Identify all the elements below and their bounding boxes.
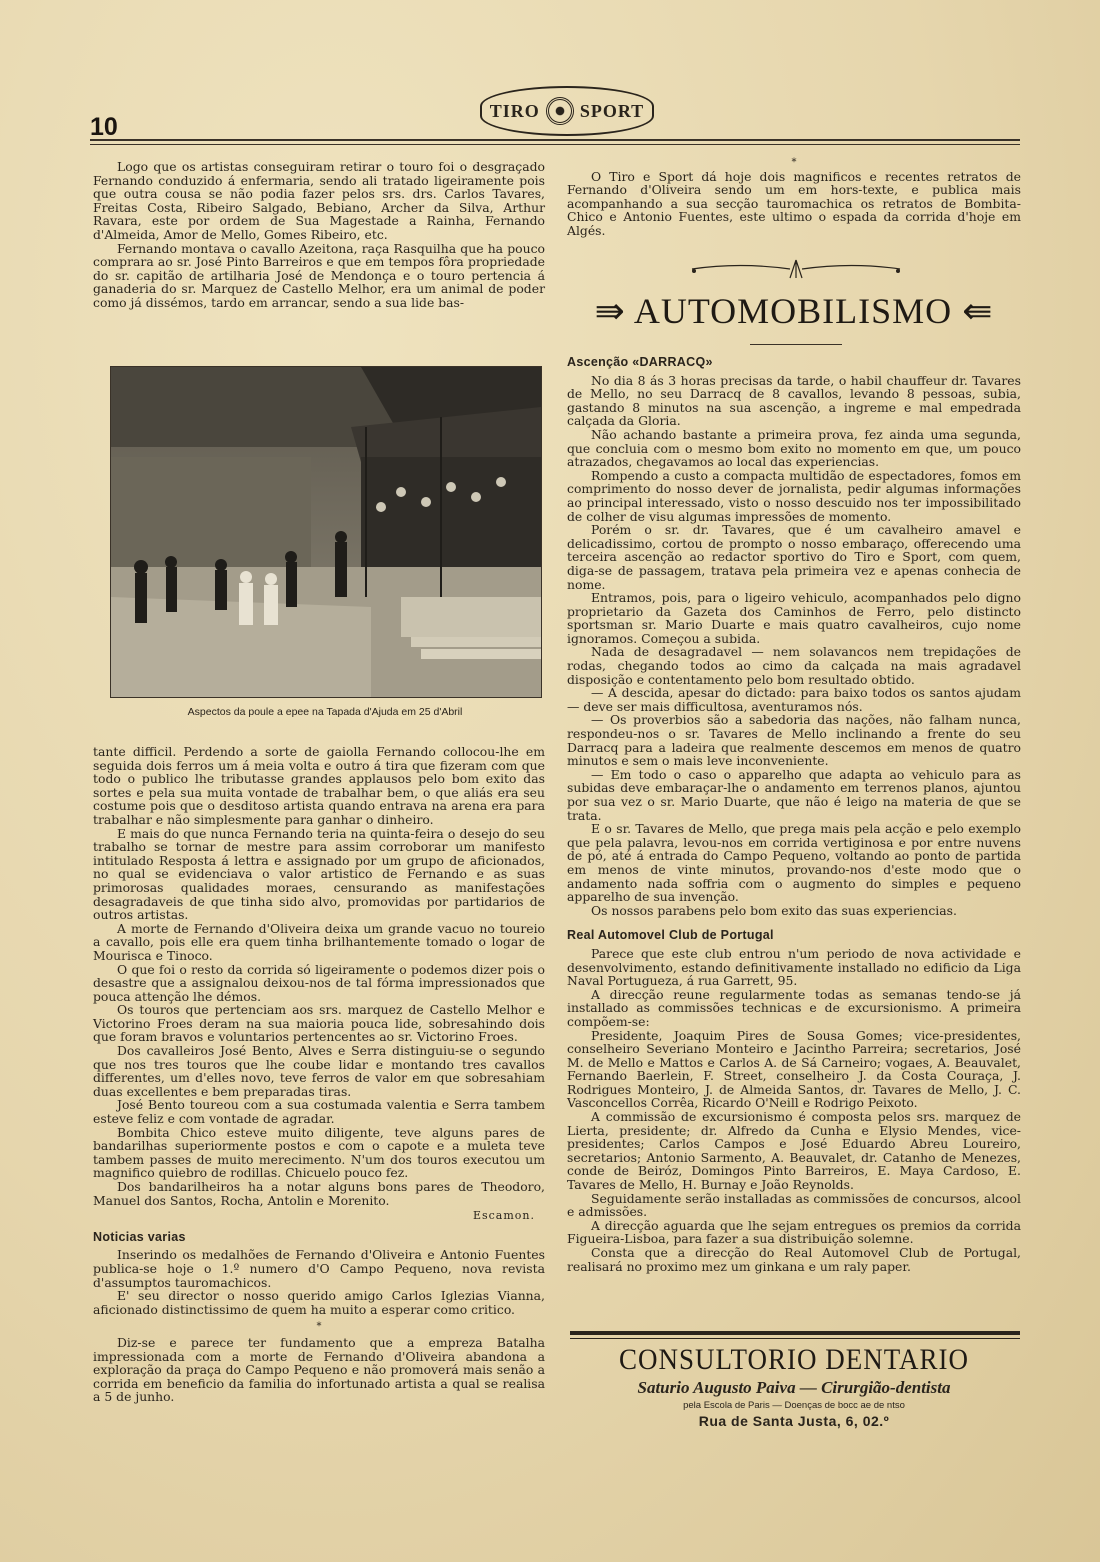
paragraph: Os touros que pertenciam aos srs. marquez de Castello Melhor e Victorino Froes deram na sua maioria pouca lide, sobresahindo dois que foram bravos e voluntarios pertencentes ao sr. Victorino Froes.	[93, 1002, 545, 1045]
section-heading-noticias: Noticias varias	[93, 1229, 186, 1244]
title-underline	[750, 344, 842, 345]
paragraph: Nada de desagradavel — nem solavancos nem trepidações de rodas, chegando todos ao cimo da calçada na mais agradavel disposição e contentamento pelo bom resultado obtido.	[567, 644, 1021, 687]
paragraph: Inserindo os medalhões de Fernando d'Oliveira e Antonio Fuentes publica-se hoje o 1.º numero d'O Campo Pequeno, nova revista d'assumptos tauromachicos.	[93, 1247, 545, 1290]
fencing-photo	[110, 366, 542, 698]
paragraph: Parece que este club entrou n'um periodo de nova actividade e desenvolvimento, estando definitivamente installado no edificio da Liga Naval Portugueza, á rua Garrett, 95.	[567, 945, 1021, 989]
ad-dentist-name: Saturio Augusto Paiva — Cirurgião-dentista	[637, 1378, 951, 1397]
subheading-darracq: Ascenção «DARRACQ»	[567, 355, 713, 369]
paragraph: José Bento toureou com a sua costumada valentia e Serra tambem esteve feliz e com vontade de agradar.	[93, 1097, 545, 1127]
arrow-right-icon: ⇚	[952, 291, 994, 331]
logo-left-text: TIRO	[489, 100, 540, 121]
paragraph: — A descida, apesar do dictado: para baixo todos os santos ajudam — deve ser mais difficultosa, aventuramos nós.	[567, 685, 1021, 714]
left-column-bottom	[93, 745, 545, 1404]
article-signature: Escamon.	[472, 1209, 535, 1223]
paragraph: — Em todo o caso o apparelho que adapta ao vehiculo para as subidas deve embaraçar-lhe o andamento em terrenos planos, ajuntou por sua vez o sr. Mario Duarte, que não é leigo na materia de que se trata.	[567, 766, 1021, 823]
section-title-text: AUTOMOBILISMO	[633, 291, 953, 331]
paragraph: Os nossos parabens pelo bom exito das suas experiencias.	[591, 902, 957, 918]
paragraph: Logo que os artistas conseguiram retirar o touro foi o desgraçado Fernando conduzido á enfermaria, sendo ali tratado ligeiramente pois que outra cousa se não podia fazer pelos srs. drs. Carlos Tavares, Freitas Costa, Ribeiro Salgado, Bebiano, Archer da Silva, Arthur Ravara, este por ordem de Sua Magestade a Rainha, Fernando d'Almeida, Amor de Mello, Gomes Ribeiro, etc.	[93, 159, 545, 242]
logo-right-text: SPORT	[579, 100, 645, 121]
paragraph: Entramos, pois, para o ligeiro vehiculo, acompanhados pelo digno proprietario da Gazeta dos Caminhos de Ferro, pelo distincto sportsman sr. Mario Duarte e mais quatro cavalheiros, cujo nome ignoramos. Começou a subida.	[567, 590, 1021, 646]
paragraph: Bombita Chico esteve muito diligente, teve alguns pares de bandarilhas superiormente postos e com o capote e a muleta teve tambem passes de muito merecimento. N'um dos touros executou um magnifico quiebro de rodillas. Chicuelo pouco fez.	[93, 1124, 545, 1181]
right-column-top	[567, 156, 1021, 238]
separator-star: *	[791, 157, 797, 168]
paragraph: Diz-se e parece ter fundamento que a empreza Batalha impressionada com a morte de Fernando d'Oliveira abandona a exploração da praça do Campo Pequeno e não promoverá mais senão a corrida em beneficio da familia do infortunado artista a qual se realisa a 5 de junho.	[93, 1334, 545, 1405]
paragraph: Porém o sr. dr. Tavares, que é um cavalheiro amavel e delicadissimo, cortou de prompto o nosso embaraço, offerecendo uma terceira ascenção ao redactor sportivo do Tiro e Sport, com quem, diga-se de passagem, tratava pela primeira vez e apenas conhecia de nome.	[567, 522, 1021, 592]
section-title	[567, 290, 1021, 332]
ad-rule-thin	[570, 1338, 1020, 1339]
ad-rule	[570, 1331, 1020, 1335]
paragraph: A morte de Fernando d'Oliveira deixa um grande vacuo no toureio a cavallo, pois elle era quem tinha brilhantemente tomado o logar de Mourisca e Tinoco.	[93, 920, 545, 963]
header-rule-thin	[90, 144, 1020, 145]
paragraph: O Tiro e Sport dá hoje dois magnificos e recentes retratos de Fernando d'Oliveira sendo um em hors-texte, e publica mais acompanhando a sua secção tauromachica os retratos de Bombita-Chico e Antonio Fuentes, este ultimo o espada da corrida d'hoje em Algés.	[567, 168, 1021, 238]
paragraph: Rompendo a custo a compacta multidão de espectadores, fomos em comprimento do nosso dever de jornalista, pedir algumas informações ao principal interessado, visto o nosso descuido nos ter impossibilitado de colher de visu algumas impressões de momento.	[567, 467, 1021, 524]
dental-advertisement	[567, 1344, 1021, 1429]
photo-caption: Aspectos da poule a epee na Tapada d'Ajuda em 25 d'Abril	[187, 706, 463, 718]
photo-illustration	[111, 367, 541, 697]
paragraph: — Os proverbios são a sabedoria das nações, não falham nunca, respondeu-nos o sr. Tavares de Mello inclinando a frente do seu Darracq para a ladeira que realmente descemos em menos de quatro minutos e sem o mais leve inconveniente.	[567, 712, 1021, 769]
subheading-club: Real Automovel Club de Portugal	[567, 928, 774, 943]
ad-subtitle: pela Escola de Paris — Doenças de bocc ae de ntso	[683, 1400, 905, 1411]
paragraph: Fernando montava o cavallo Azeitona, raça Rasquilha que ha pouco comprara ao sr. José Pinto Barreiros e que em tempos fôra propriedade do sr. capitão de artilharia José de Mendonça e o touro pertencia á ganaderia do sr. Marquez de Castello Melhor, era um animal de poder como já dissémos, tardo em arrancar, sendo a sua lide bas-	[93, 240, 545, 310]
paragraph: tante difficil. Perdendo a sorte de gaiolla Fernando collocou-lhe em seguida dois ferros um á meia volta e outro á tira que fizeram com que todo o publico lhe tributasse grandes applausos pelo bom exito das sortes e pela sua muita vontade de trabalhar bem, o que aliás era seu costume pois que o desditoso artista quando entrava na arena era para trabalhar e não simplesmente para ganhar o dinheiro.	[93, 744, 545, 827]
left-column-top	[93, 160, 545, 310]
paragraph: E o sr. Tavares de Mello, que prega mais pela acção e pelo exemplo que pela palavra, levou-nos em corrida vertiginosa e por entre nuvens de pó, até á entrada do Campo Pequeno, voltando ao ponto de partida em menos de vinte minutos, provando-nos d'este modo que o andamento nada soffria com o augmento do simples e pequeno apparelho de sua invenção.	[567, 821, 1021, 905]
target-icon	[546, 97, 574, 125]
right-column-body	[567, 356, 1021, 1273]
paragraph: No dia 8 ás 3 horas precisas da tarde, o habil chauffeur dr. Tavares de Mello, no seu Darracq de 8 cavallos, levando 8 pessoas, subia, gastando 8 minutos na sua ascenção, a ingreme e mal empedrada calçada da Gloria.	[567, 372, 1021, 429]
header-rule	[90, 139, 1020, 141]
separator-star: *	[316, 1321, 322, 1333]
paragraph: Seguidamente serão installadas as commissões de concursos, alcool e admissões.	[567, 1190, 1021, 1220]
paragraph: Dos bandarilheiros ha a notar alguns bons pares de Theodoro, Manuel dos Santos, Rocha, Antolin e Morenito.	[93, 1179, 545, 1208]
page-number: 10	[90, 113, 118, 141]
paragraph: Consta que a direcção do Real Automovel Club de Portugal, realisará no proximo mez um ginkana e um raly paper.	[567, 1245, 1021, 1274]
ad-title: CONSULTORIO DENTARIO	[618, 1342, 970, 1376]
ad-address: Rua de Santa Justa, 6, 02.º	[698, 1413, 890, 1429]
paragraph: Dos cavalleiros José Bento, Alves e Serra distinguiu-se o segundo que nos tres touros que lhe coube lidar e montando tres cavallos differentes, um d'elles novo, teve ferros de valor em que sobresahiam duas excellentes e bem preparadas tiras.	[93, 1043, 545, 1099]
masthead-logo	[480, 86, 654, 136]
ornament-divider	[690, 258, 902, 280]
paragraph: A direcção aguarda que lhe sejam entregues os premios da corrida Figueira-Lisboa, para fazer a sua distribuição solemne.	[567, 1217, 1021, 1247]
paragraph: E' seu director o nosso querido amigo Carlos Iglezias Vianna, aficionado distinctissimo de quem ha muito a esperar como critico.	[93, 1288, 545, 1317]
paragraph: Presidente, Joaquim Pires de Sousa Gomes; vice-presidentes, conselheiro Severiano Monteiro e Jacintho Parreira; secretarios, José M. de Mello e Mattos e Carlos A. de Sá Carneiro; vogaes, A. Beauvalet, Fernando Baerlein, F. Street, conselheiro J. da Costa Couraça, J. Rodrigues Monteiro, J. de Almeida Santos, dr. Tavares de Mello, J. C. Vasconcellos Corrêa, Ricardo O'Neill e Rodrigo Peixoto.	[567, 1027, 1021, 1111]
paragraph: Não achando bastante a primeira prova, fez ainda uma segunda, que concluia com o mesmo bom exito no momento em que, um pouco atrazados, chegavamos ao local das experiencias.	[567, 426, 1021, 470]
paragraph: A commissão de excursionismo é composta pelos srs. marquez de Lierta, presidente; dr. Alfredo da Cunha e Elysio Mendes, vice-presidentes; Carlos Campos e José Eduardo Abreu Loureiro, secretarios; Antonio Sarmento, A. Beauvalet, dr. Catanho de Menezes, conde de Beiróz, Domingos Pinto Barreiros, E. Maya Cardoso, E. Tavares de Mello, H. Burnay e João Reynolds.	[567, 1109, 1021, 1193]
paragraph: A direcção reune regularmente todas as semanas tendo-se já installado as commissões technicas e de excursionismo. A primeira compõem-se:	[567, 986, 1021, 1029]
paragraph: O que foi o resto da corrida só ligeiramente o podemos dizer pois o desastre que a assignalou deixou-nos de tal fórma impressionados que pouca attenção lhe démos.	[93, 961, 545, 1004]
arrow-left-icon: ⇛	[594, 291, 634, 331]
paragraph: E mais do que nunca Fernando teria na quinta-feira o desejo do seu trabalho se tornar de mestre para assim corroborar um manifesto intitulado Resposta á lettra e assignado por um grupo de aficionados, no qual se evidenciava o valor artistico de Fernando e as suas primorosas qualidades moraes, censurando as manifestações desagradaveis de que tinha sido alvo, promovidas por partidarios de outros artistas.	[93, 825, 545, 923]
